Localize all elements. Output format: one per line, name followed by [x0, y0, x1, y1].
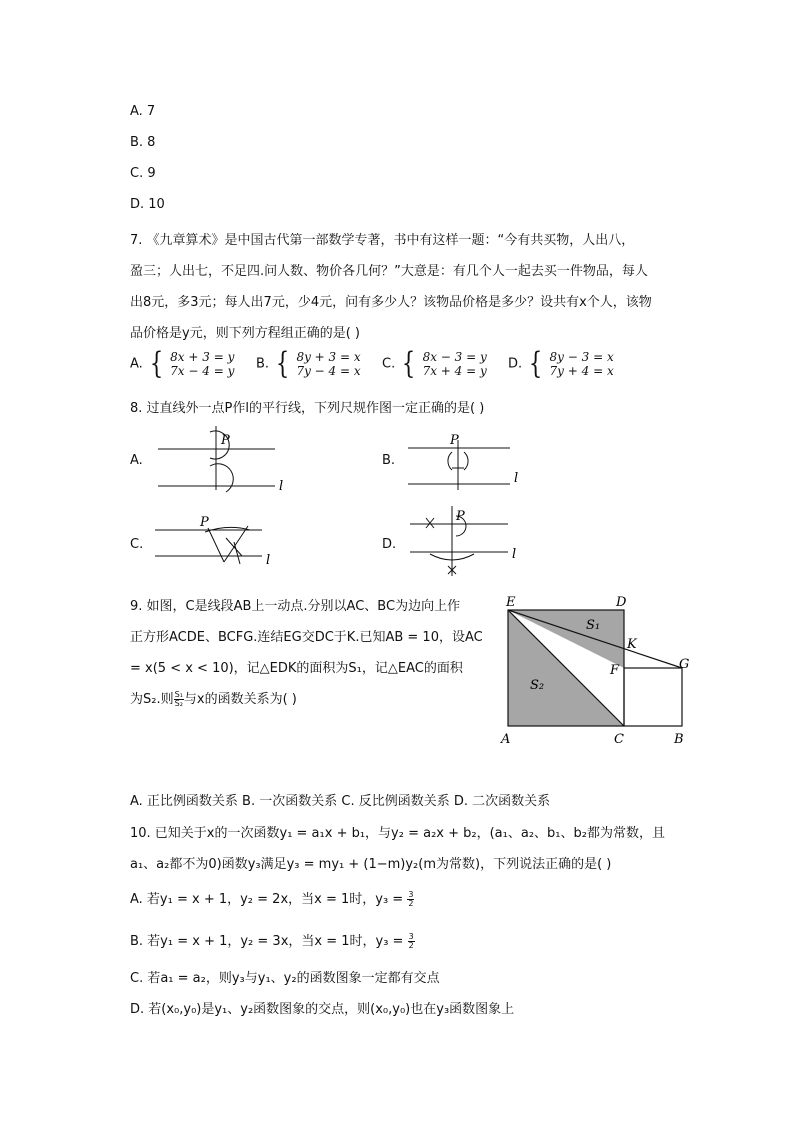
- q8-figure-d: [400, 502, 530, 578]
- q8-option-a-label: A.: [130, 453, 143, 468]
- q10-option-a: [130, 888, 414, 908]
- brace-icon: {: [276, 346, 290, 381]
- q8-option-c-label: C.: [130, 537, 144, 552]
- point-p-label: P: [450, 433, 459, 448]
- q7-stem-line-1: 7. 《九章算术》是中国古代第一部数学专著，书中有这样一题：“今有共买物，人出八，: [130, 233, 635, 248]
- fraction-denominator: 2: [408, 941, 414, 950]
- q7-option-b: [256, 346, 361, 381]
- q6-option-c: C. 9: [130, 166, 156, 181]
- label-c: C: [614, 732, 624, 747]
- q8-stem: 8. 过直线外一点P作l的平行线，下列尺规作图一定正确的是( ): [130, 401, 485, 416]
- q8-figure-c: [150, 512, 280, 576]
- q7-option-a: [130, 346, 235, 381]
- label-b: B: [674, 732, 684, 747]
- three-halves-fraction: [407, 891, 414, 908]
- q6-option-a: A. 7: [130, 104, 156, 119]
- q7-option-d: [508, 346, 614, 381]
- q10-option-a-text: A. 若y₁ = x + 1，y₂ = 2x，当x = 1时，y₃ =: [130, 892, 404, 907]
- equation-1: 8y − 3 = x: [549, 350, 614, 364]
- q9-stem-line-1: 9. 如图，C是线段AB上一动点.分别以AC、BC为边向上作: [130, 599, 461, 614]
- square-bcfg: [624, 668, 682, 726]
- q10-option-b: [130, 930, 415, 950]
- fraction-numerator: S₁: [174, 690, 183, 699]
- q10-option-c: C. 若a₁ = a₂，则y₃与y₁、y₂的函数图象一定都有交点: [130, 971, 440, 986]
- equation-2: 7x − 4 = y: [170, 364, 235, 378]
- q9-figure: [496, 592, 696, 752]
- line-l-label: l: [512, 547, 517, 562]
- equation-system: [170, 350, 234, 378]
- equation-2: 7x + 4 = y: [422, 364, 487, 378]
- equation-1: 8y + 3 = x: [296, 350, 361, 364]
- q8-option-b-label: B.: [382, 453, 396, 468]
- label-a: A: [501, 732, 511, 747]
- equation-1: 8x − 3 = y: [422, 350, 487, 364]
- line-l-label: l: [514, 471, 519, 486]
- q10-stem-line-1: 10. 已知关于x的一次函数y₁ = a₁x + b₁，与y₂ = a₂x + b₂，(a₁、a₂、b₁、b₂都为常数，且: [130, 826, 665, 841]
- equation-2: 7y − 4 = x: [296, 364, 361, 378]
- q8-figure-a: [150, 422, 290, 494]
- label-g: G: [679, 657, 690, 672]
- q6-option-b: B. 8: [130, 135, 156, 150]
- fraction-numerator: 3: [408, 890, 414, 899]
- point-p-label: P: [221, 433, 230, 448]
- label-d: D: [616, 595, 627, 610]
- q7-option-label: B.: [256, 356, 270, 372]
- equation-2: 7y + 4 = x: [549, 364, 614, 378]
- q10-stem-line-2: a₁、a₂都不为0)函数y₃满足y₃ = my₁ + (1−m)y₂(m为常数)，下列说法正确的是( ): [130, 857, 612, 872]
- line-l-label: l: [266, 553, 271, 568]
- q9-text: 与x的函数关系为( ): [183, 692, 297, 707]
- brace-icon: {: [402, 346, 416, 381]
- brace-icon: {: [149, 346, 164, 381]
- point-p-label: P: [200, 515, 209, 530]
- s1-over-s2-fraction: [174, 691, 184, 708]
- q10-option-d: D. 若(x₀,y₀)是y₁、y₂函数图象的交点，则(x₀,y₀)也在y₃函数图象上: [130, 1002, 515, 1017]
- q7-stem-line-3: 出8元，多3元；每人出7元，少4元，问有多少人？该物品价格是多少？设共有x个人，该物: [130, 295, 652, 310]
- q9-stem-line-3: = x(5 < x < 10)，记△EDK的面积为S₁，记△EAC的面积: [130, 661, 463, 676]
- q7-option-label: C.: [382, 356, 396, 372]
- equation-system: [296, 350, 360, 378]
- equation-system: [423, 350, 487, 378]
- label-s2: S₂: [530, 678, 545, 693]
- q7-option-c: [382, 346, 487, 381]
- q7-stem-line-2: 盈三；人出七，不足四.问人数、物价各几何？”大意是：有几个人一起去买一件物品，每人: [130, 264, 648, 279]
- q10-option-b-text: B. 若y₁ = x + 1，y₂ = 3x，当x = 1时，y₃ =: [130, 934, 404, 949]
- three-halves-fraction: [408, 933, 415, 950]
- q9-stem-line-2: 正方形ACDE、BCFG.连结EG交DC于K.已知AB = 10，设AC: [130, 630, 483, 645]
- q7-option-label: A.: [130, 356, 143, 372]
- q9-stem-line-4: [130, 688, 297, 708]
- label-s1: S₁: [586, 618, 601, 633]
- label-k: K: [627, 637, 637, 652]
- label-e: E: [506, 595, 516, 610]
- fraction-denominator: 2: [408, 899, 414, 908]
- q7-option-label: D.: [508, 356, 523, 372]
- line-l-label: l: [279, 479, 284, 494]
- q9-options: A. 正比例函数关系 B. 一次函数关系 C. 反比例函数关系 D. 二次函数关系: [130, 794, 551, 809]
- fraction-numerator: 3: [408, 932, 414, 941]
- fraction-denominator: S₂: [174, 699, 183, 708]
- q6-option-d: D. 10: [130, 197, 165, 212]
- q8-option-d-label: D.: [382, 537, 397, 552]
- brace-icon: {: [529, 346, 543, 381]
- point-p-label: P: [456, 509, 465, 524]
- equation-system: [550, 350, 614, 378]
- q8-figure-b: [400, 428, 530, 492]
- equation-1: 8x + 3 = y: [170, 350, 235, 364]
- q9-text: 为S₂.则: [130, 692, 174, 707]
- q7-stem-line-4: 品价格是y元，则下列方程组正确的是( ): [130, 326, 360, 341]
- label-f: F: [610, 663, 620, 678]
